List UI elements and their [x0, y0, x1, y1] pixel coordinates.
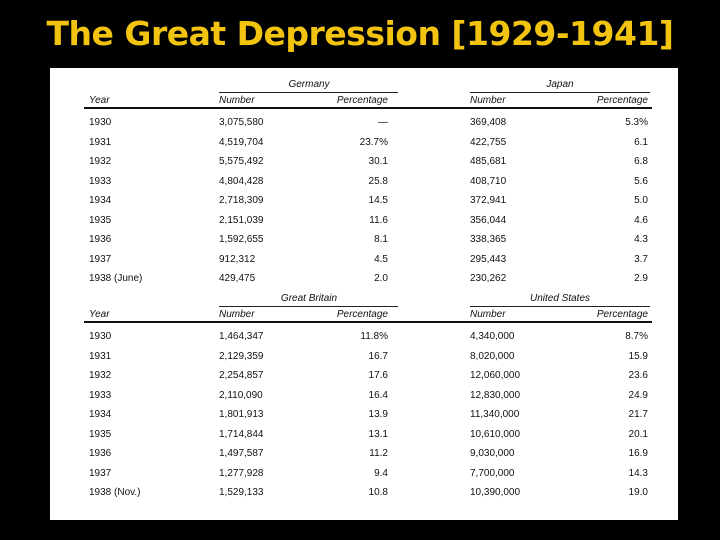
top-table-cell-number-left: 429,475 — [219, 273, 256, 284]
top-table-cell-number-left: 1,592,655 — [219, 234, 264, 245]
bottom-table-header-number-right: Number — [470, 309, 506, 320]
top-table-group-right: Japan — [546, 79, 574, 90]
bottom-table-cell-year: 1931 — [89, 350, 112, 362]
bottom-table-cell-year: 1934 — [89, 409, 112, 420]
top-table-cell-year: 1935 — [89, 214, 112, 226]
top-table-header-number-right: Number — [470, 95, 506, 106]
top-table-header-percentage-right: Percentage — [596, 95, 648, 106]
top-table-cell-percentage-left: 8.1 — [374, 234, 388, 245]
top-table-cell-number-right: 422,755 — [470, 136, 507, 148]
top-table-cell-number-right: 485,681 — [470, 156, 507, 167]
bottom-table-cell-percentage-right: 23.6 — [628, 370, 648, 381]
bottom-table-group-left-rule — [219, 306, 398, 307]
bottom-table-cell-percentage-left: 16.4 — [368, 389, 388, 401]
top-table-cell-year: 1938 (June) — [89, 273, 143, 284]
top-table-group-right-rule — [470, 92, 650, 93]
top-table-cell-number-left: 4,804,428 — [219, 175, 264, 187]
bottom-table-cell-percentage-left: 17.6 — [368, 370, 388, 381]
top-table-cell-number-right: 230,262 — [470, 273, 507, 284]
bottom-table-cell-percentage-right: 16.9 — [628, 448, 648, 459]
bottom-table-cell-number-left: 2,254,857 — [219, 370, 264, 381]
top-table-cell-percentage-right: 6.1 — [634, 136, 648, 148]
top-table-cell-percentage-right: 6.8 — [634, 156, 648, 167]
bottom-table-cell-number-left: 1,464,347 — [219, 331, 264, 342]
bottom-table-cell-percentage-right: 21.7 — [628, 409, 648, 420]
top-table-cell-percentage-right: 5.3% — [625, 117, 648, 128]
bottom-table-group-right: United States — [529, 293, 591, 304]
bottom-table-cell-number-left: 1,801,913 — [219, 409, 264, 420]
top-table-group-left-rule — [219, 92, 398, 93]
top-table-cell-number-right: 356,044 — [470, 214, 507, 226]
bottom-table-cell-percentage-left: 11.8% — [360, 331, 388, 342]
top-table-cell-percentage-left: 23.7% — [359, 136, 388, 148]
bottom-table-cell-percentage-right: 8.7% — [625, 331, 648, 342]
top-table-cell-number-left: 912,312 — [219, 253, 256, 265]
top-table-header-year: Year — [89, 95, 110, 106]
bottom-table-cell-number-left: 1,529,133 — [219, 487, 264, 498]
top-table-cell-percentage-left: 14.5 — [368, 195, 388, 206]
bottom-table-cell-number-right: 4,340,000 — [470, 331, 515, 342]
bottom-table-group-right-rule — [470, 306, 650, 307]
bottom-table-cell-percentage-left: 11.2 — [369, 448, 388, 459]
bottom-table-cell-number-left: 1,497,587 — [219, 448, 264, 459]
top-table-cell-number-left: 3,075,580 — [219, 117, 264, 128]
top-table-cell-percentage-left: — — [378, 117, 388, 128]
top-table-cell-year: 1933 — [89, 175, 112, 187]
top-table-cell-number-right: 408,710 — [470, 175, 507, 187]
top-table-cell-number-left: 2,151,039 — [219, 214, 264, 226]
bottom-table-cell-year: 1933 — [89, 389, 112, 401]
bottom-table-cell-percentage-right: 14.3 — [628, 467, 648, 479]
bottom-table-cell-number-right: 9,030,000 — [470, 448, 515, 459]
top-table-cell-percentage-right: 3.7 — [634, 253, 648, 265]
bottom-table-cell-year: 1930 — [89, 331, 112, 342]
slide-title: The Great Depression [1929-1941] — [46, 14, 674, 53]
top-table-header-number-left: Number — [219, 95, 255, 106]
bottom-table-cell-number-left: 1,277,928 — [219, 467, 264, 479]
top-table-cell-percentage-left: 30.1 — [368, 156, 388, 167]
bottom-table-cell-percentage-left: 9.4 — [374, 467, 388, 479]
bottom-table-header-year: Year — [89, 309, 110, 320]
top-table-header-rule — [84, 107, 652, 109]
bottom-table-cell-percentage-right: 20.1 — [628, 428, 648, 440]
bottom-table-cell-number-right: 12,830,000 — [470, 389, 521, 401]
bottom-table-cell-percentage-left: 16.7 — [368, 350, 388, 362]
bottom-table-header-percentage-left: Percentage — [336, 309, 388, 320]
bottom-table-cell-number-right: 12,060,000 — [470, 370, 521, 381]
bottom-table-header-number-left: Number — [219, 309, 255, 320]
top-table-cell-number-right: 338,365 — [470, 234, 507, 245]
bottom-table-header-rule — [84, 321, 652, 323]
bottom-table-cell-percentage-left: 13.9 — [368, 409, 388, 420]
bottom-table-group-left: Great Britain — [280, 293, 338, 304]
bottom-table-cell-number-left: 1,714,844 — [219, 428, 264, 440]
bottom-table-cell-number-right: 8,020,000 — [470, 350, 515, 362]
bottom-table-cell-number-right: 10,610,000 — [470, 428, 521, 440]
top-table-cell-percentage-left: 11.6 — [369, 214, 388, 226]
bottom-table-cell-year: 1932 — [89, 370, 112, 381]
top-table-cell-number-left: 2,718,309 — [219, 195, 264, 206]
top-table-group-left: Germany — [288, 79, 330, 90]
bottom-table-cell-number-left: 2,129,359 — [219, 350, 264, 362]
bottom-table-cell-number-right: 7,700,000 — [470, 467, 515, 479]
bottom-table-cell-number-right: 10,390,000 — [470, 487, 521, 498]
bottom-table-cell-year: 1938 (Nov.) — [89, 487, 141, 498]
bottom-table-cell-number-left: 2,110,090 — [219, 389, 263, 401]
bottom-table-cell-percentage-right: 19.0 — [628, 487, 648, 498]
bottom-table-cell-percentage-left: 10.8 — [368, 487, 388, 498]
bottom-table-header-percentage-right: Percentage — [596, 309, 648, 320]
top-table-cell-percentage-right: 4.6 — [634, 214, 648, 226]
top-table-cell-percentage-right: 2.9 — [634, 273, 648, 284]
bottom-table-cell-year: 1937 — [89, 467, 112, 479]
top-table-cell-percentage-right: 5.0 — [634, 195, 648, 206]
bottom-table-cell-year: 1935 — [89, 428, 112, 440]
top-table-cell-year: 1934 — [89, 195, 112, 206]
top-table-cell-year: 1932 — [89, 156, 112, 167]
top-table-cell-percentage-left: 4.5 — [374, 253, 388, 265]
bottom-table-cell-percentage-left: 13.1 — [368, 428, 388, 440]
bottom-table-cell-number-right: 11,340,000 — [470, 409, 520, 420]
top-table-cell-number-right: 369,408 — [470, 117, 507, 128]
top-table-cell-year: 1937 — [89, 253, 112, 265]
top-table-cell-percentage-left: 25.8 — [368, 175, 388, 187]
unemployment-table-sheet — [50, 68, 678, 520]
top-table-cell-year: 1936 — [89, 234, 112, 245]
bottom-table-cell-percentage-right: 24.9 — [628, 389, 648, 401]
top-table-cell-number-right: 372,941 — [470, 195, 507, 206]
top-table-cell-number-left: 4,519,704 — [219, 136, 264, 148]
top-table-cell-number-left: 5,575,492 — [219, 156, 264, 167]
top-table-header-percentage-left: Percentage — [336, 95, 388, 106]
top-table-cell-percentage-right: 4.3 — [634, 234, 648, 245]
top-table-cell-percentage-right: 5.6 — [634, 175, 648, 187]
bottom-table-cell-year: 1936 — [89, 448, 112, 459]
top-table-cell-year: 1930 — [89, 117, 112, 128]
top-table-cell-year: 1931 — [89, 136, 112, 148]
bottom-table-cell-percentage-right: 15.9 — [628, 350, 648, 362]
top-table-cell-percentage-left: 2.0 — [374, 273, 388, 284]
top-table-cell-number-right: 295,443 — [470, 253, 507, 265]
